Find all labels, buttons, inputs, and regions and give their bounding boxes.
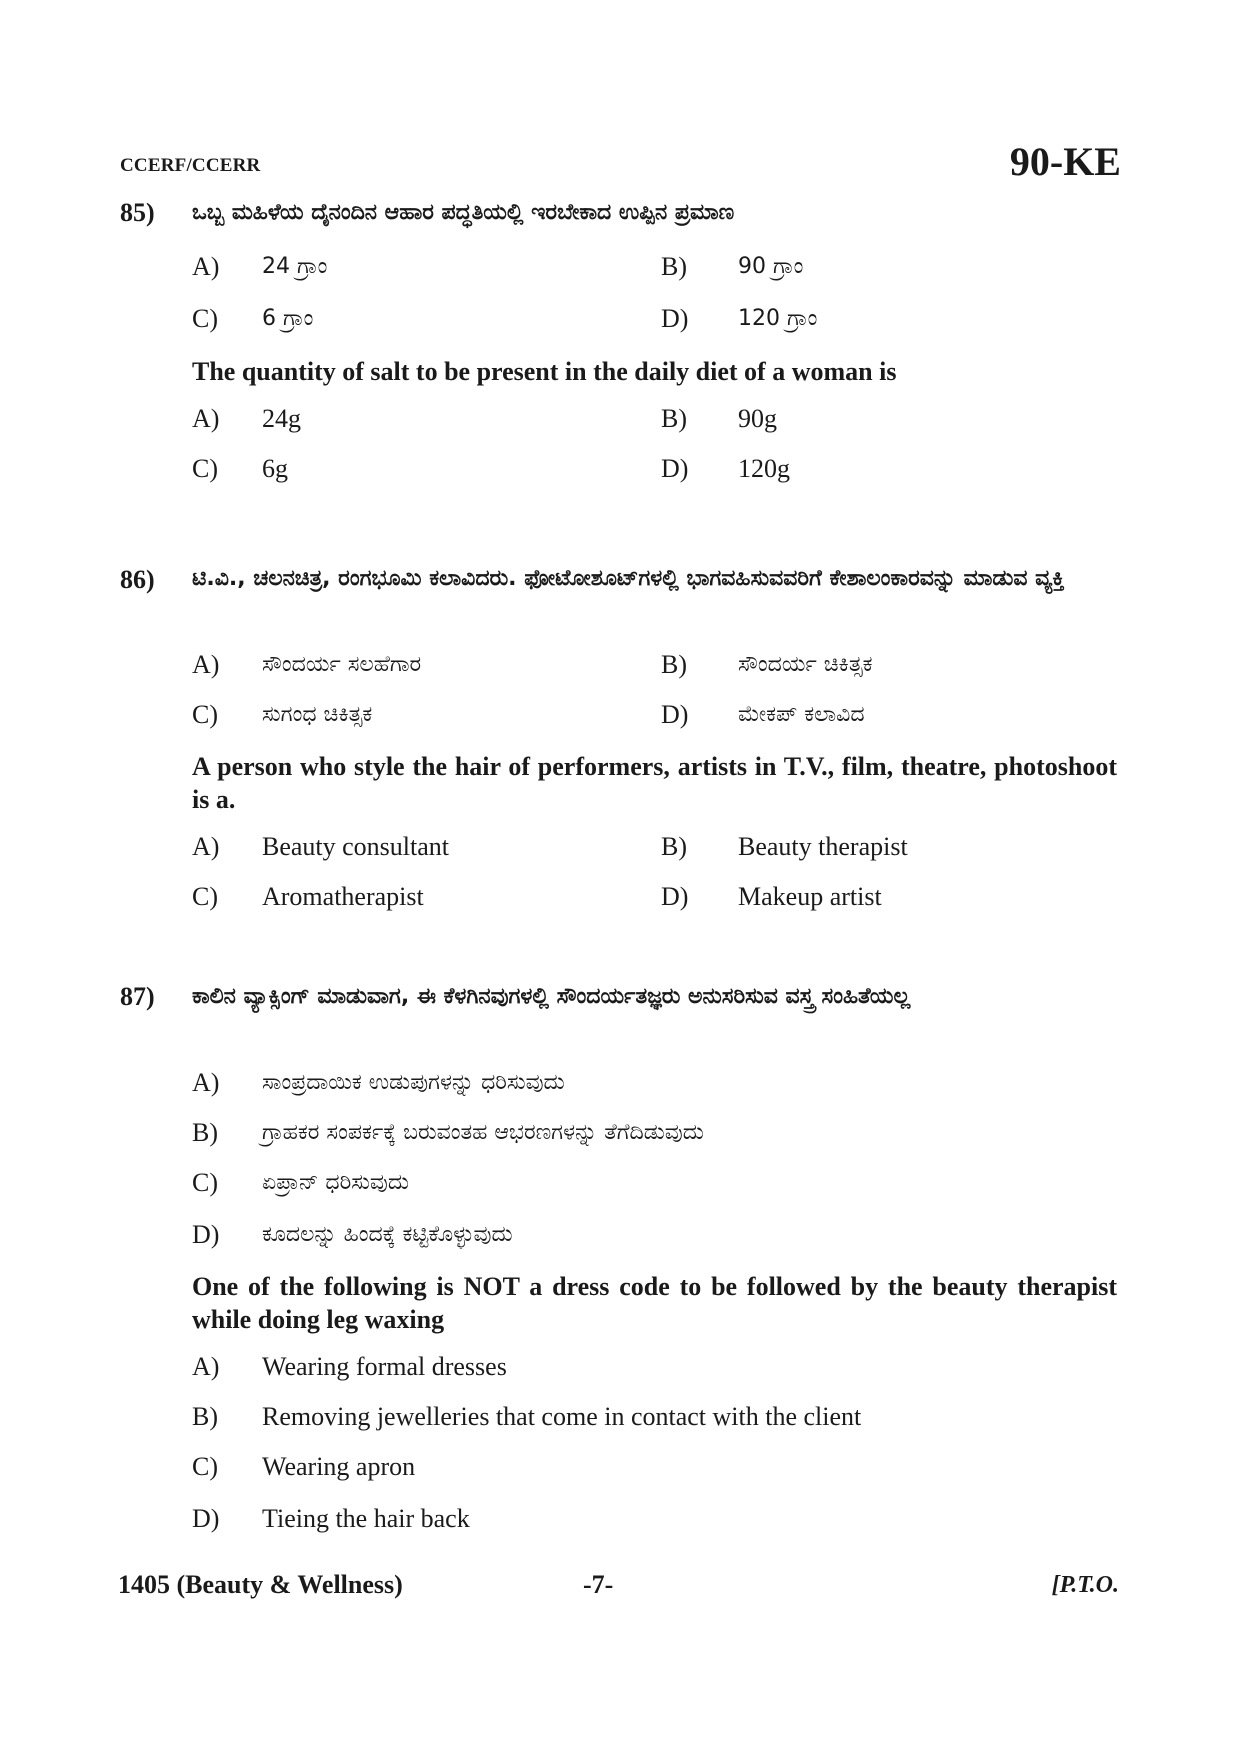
option-text-kannada: ಸೌಂದರ್ಯ ಸಲಹೆಗಾರ <box>262 652 422 677</box>
option-label: C) <box>192 1168 218 1197</box>
question-number: 85) <box>120 198 155 227</box>
option-label: C) <box>192 304 218 333</box>
option-label: D) <box>661 454 689 483</box>
paper-version: 90-KE <box>1009 139 1121 184</box>
question-text-kannada: ಟಿ.ವಿ., ಚಲನಚಿತ್ರ, ರಂಗಭೂಮಿ ಕಲಾವಿದರು. ಫೋಟೋಶೂಟ್‌ಗಳಲ್ಲಿ ಭಾಗವಹಿಸುವವರಿಗೆ ಕೇಶಾಲಂಕಾರವನ್ನು ಮಾಡುವ ವ್ಯಕ್ತಿ <box>192 566 1065 591</box>
option-text-kannada: 90 ಗ್ರಾಂ <box>738 254 804 279</box>
option-text: Beauty therapist <box>738 832 908 861</box>
option-label: A) <box>192 1068 220 1097</box>
option-label: C) <box>192 700 218 729</box>
question-number: 87) <box>120 982 155 1011</box>
question-text-english: One of the following is NOT a dress code to be followed by the beauty therapist while doing leg waxing <box>192 1272 1117 1334</box>
option-text-kannada: ಸೌಂದರ್ಯ ಚಿಕಿತ್ಸಕ <box>738 652 873 677</box>
question-text-english: A person who style the hair of performers, artists in T.V., film, theatre, photoshoot is a. <box>192 752 1117 814</box>
option-label: A) <box>192 832 220 861</box>
option-label: A) <box>192 1352 220 1381</box>
page-number: -7- <box>583 1570 614 1599</box>
option-label: B) <box>661 252 687 281</box>
option-label: D) <box>192 1504 220 1533</box>
option-text-kannada: ಸಾಂಪ್ರದಾಯಿಕ ಉಡುಪುಗಳನ್ನು ಧರಿಸುವುದು <box>262 1070 565 1095</box>
option-label: B) <box>661 404 687 433</box>
option-label: B) <box>192 1118 218 1147</box>
option-text: 6g <box>262 454 288 483</box>
question-text-kannada: ಕಾಲಿನ ವ್ಯಾಕ್ಸಿಂಗ್ ಮಾಡುವಾಗ, ಈ ಕೆಳಗಿನವುಗಳಲ್ಲಿ ಸೌಂದರ್ಯತಜ್ಞರು ಅನುಸರಿಸುವ ವಸ್ತ್ರ ಸಂಹಿತೆಯಲ್ಲ <box>192 984 911 1009</box>
option-text: Tieing the hair back <box>262 1504 470 1533</box>
option-label: D) <box>192 1220 220 1249</box>
option-text-kannada: ಸುಗಂಧ ಚಿಕಿತ್ಸಕ <box>262 702 373 727</box>
option-text: Wearing apron <box>262 1452 416 1481</box>
option-label: A) <box>192 404 220 433</box>
option-label: A) <box>192 650 220 679</box>
option-text-kannada: 120 ಗ್ರಾಂ <box>738 306 818 331</box>
option-label: D) <box>661 700 689 729</box>
option-label: B) <box>192 1402 218 1431</box>
option-label: A) <box>192 252 220 281</box>
paper-code: CCERF/CCERR <box>120 155 261 176</box>
option-label: C) <box>192 454 218 483</box>
option-text: Wearing formal dresses <box>262 1352 507 1381</box>
option-text-kannada: 6 ಗ್ರಾಂ <box>262 306 314 331</box>
option-text: Makeup artist <box>738 882 882 911</box>
option-label: D) <box>661 882 689 911</box>
option-text: 120g <box>738 454 790 483</box>
option-label: B) <box>661 650 687 679</box>
option-text-kannada: ಏಪ್ರಾನ್ ಧರಿಸುವುದು <box>262 1170 410 1195</box>
option-text: Removing jewelleries that come in contact with the client <box>262 1402 862 1431</box>
option-text: 90g <box>738 404 777 433</box>
option-text-kannada: ಕೂದಲನ್ನು ಹಿಂದಕ್ಕೆ ಕಟ್ಟಿಕೊಳ್ಳುವುದು <box>262 1222 513 1247</box>
question-text-english: The quantity of salt to be present in the daily diet of a woman is <box>192 357 897 386</box>
option-text-kannada: ಗ್ರಾಹಕರ ಸಂಪರ್ಕಕ್ಕೆ ಬರುವಂತಹ ಆಭರಣಗಳನ್ನು ತೆಗೆದಿಡುವುದು <box>262 1120 704 1145</box>
option-text: Beauty consultant <box>262 832 450 861</box>
option-text: Aromatherapist <box>262 882 424 911</box>
option-label: B) <box>661 832 687 861</box>
pto-label: [P.T.O. <box>1051 1572 1119 1598</box>
question-number: 86) <box>120 565 155 594</box>
option-label: C) <box>192 882 218 911</box>
option-label: C) <box>192 1452 218 1481</box>
question-text-kannada: ಒಬ್ಬ ಮಹಿಳೆಯ ದೈನಂದಿನ ಆಹಾರ ಪದ್ಧತಿಯಲ್ಲಿ ಇರಬೇಕಾದ ಉಪ್ಪಿನ ಪ್ರಮಾಣ <box>192 200 735 225</box>
option-label: D) <box>661 304 689 333</box>
subject-footer: 1405 (Beauty & Wellness) <box>118 1570 403 1599</box>
option-text-kannada: ಮೇಕಪ್ ಕಲಾವಿದ <box>738 702 865 727</box>
option-text-kannada: 24 ಗ್ರಾಂ <box>262 254 328 279</box>
option-text: 24g <box>262 404 301 433</box>
